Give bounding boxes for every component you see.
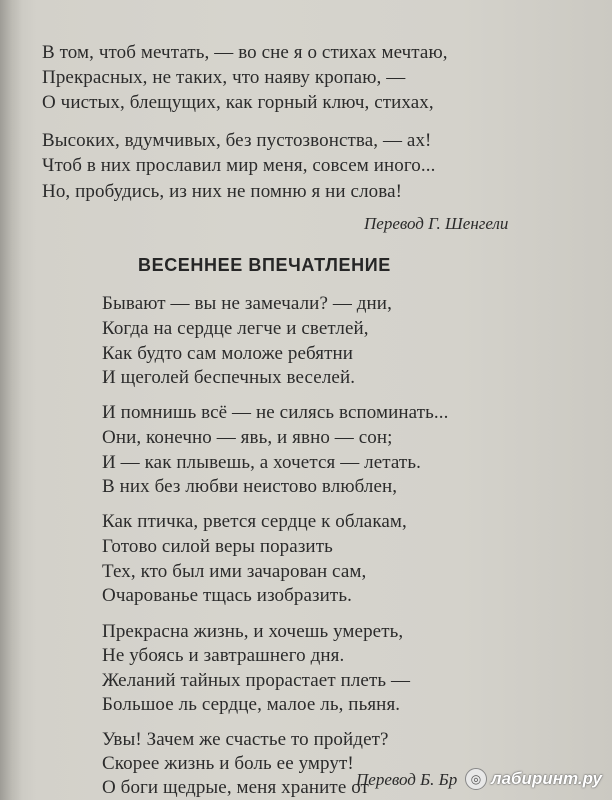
poem2-attribution: Перевод Б. Бр bbox=[356, 770, 458, 789]
poem-line: Готово силой веры поразить bbox=[102, 536, 333, 557]
poem-line: Прекрасна жизнь, и хочешь умереть, bbox=[102, 621, 404, 642]
poem-line: Но, пробудись, из них не помню я ни слова! bbox=[42, 181, 403, 202]
poem1-attribution: Перевод Г. Шенгели bbox=[364, 214, 509, 233]
poem-line: Прекрасных, не таких, что наяву кропаю, — bbox=[42, 67, 406, 88]
poem-line: Не убоясь и завтрашнего дня. bbox=[102, 645, 345, 666]
poem-line: В них без любви неистово влюблен, bbox=[102, 476, 398, 497]
poem-line: Увы! Зачем же счастье то пройдет? bbox=[102, 729, 389, 750]
poem-line: Высоких, вдумчивых, без пустозвонства, — ах! bbox=[42, 130, 432, 151]
poem-line: Как птичка, рвется сердце к облакам, bbox=[102, 511, 407, 532]
watermark bbox=[465, 768, 602, 790]
poem-line: Тех, кто был ими зачарован сам, bbox=[102, 561, 367, 582]
poem2-title: ВЕСЕННЕЕ ВПЕЧАТЛЕНИЕ bbox=[138, 255, 391, 275]
poem-line: И помнишь всё — не силясь вспоминать... bbox=[102, 402, 449, 423]
poem-line: Желаний тайных прорастает плеть — bbox=[102, 670, 411, 691]
poem-line: О чистых, блещущих, как горный ключ, стихах, bbox=[42, 92, 434, 113]
poem-line: Большое ль сердце, малое ль, пьяня. bbox=[102, 694, 401, 715]
poem-line: Они, конечно — явь, и явно — сон; bbox=[102, 427, 393, 448]
poem-line: Чтоб в них прославил мир меня, совсем иного... bbox=[42, 155, 436, 176]
poem-line: Бывают — вы не замечали? — дни, bbox=[102, 293, 392, 314]
watermark-text: лабиринт.ру bbox=[491, 769, 602, 788]
poem-line: Когда на сердце легче и светлей, bbox=[102, 318, 369, 339]
labirint-logo-icon: ◎ bbox=[465, 768, 487, 790]
poem-line: И щеголей беспечных веселей. bbox=[102, 367, 356, 388]
poem-line: В том, чтоб мечтать, — во сне я о стихах мечтаю, bbox=[42, 42, 448, 63]
poem-line: Как будто сам моложе ребятни bbox=[102, 343, 354, 364]
poem-line: Скорее жизнь и боль ее умрут! bbox=[102, 753, 354, 774]
page-binding-shadow bbox=[0, 0, 22, 800]
poem-line: О боги щедрые, меня храните от bbox=[102, 777, 369, 798]
poem-line: И — как плывешь, а хочется — летать. bbox=[102, 452, 421, 473]
poem-line: Очарованье тщась изобразить. bbox=[102, 585, 352, 606]
